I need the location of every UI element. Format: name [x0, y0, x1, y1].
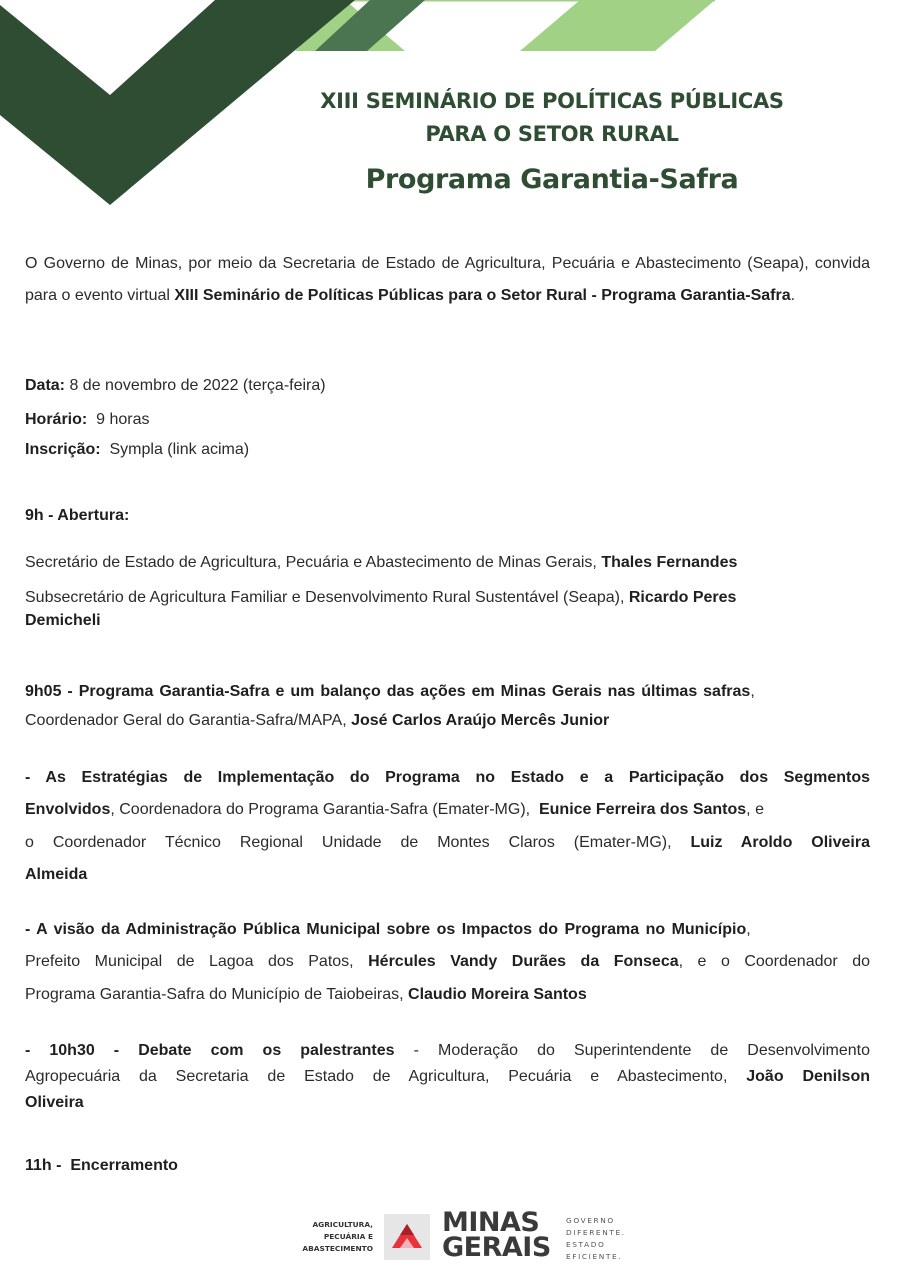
talk3-role-1: Prefeito Municipal de Lagoa dos Patos,	[25, 953, 369, 970]
department-name	[280, 1219, 373, 1255]
debate-moderator-name-cont: Oliveira	[25, 1094, 84, 1111]
debate-moderator-cont	[25, 1092, 870, 1114]
minas-gerais-emblem	[384, 1214, 430, 1260]
debate-heading	[25, 1040, 870, 1062]
talk2-name-1: Eunice Ferreira dos Santos	[538, 801, 747, 818]
intro-paragraph	[25, 248, 870, 312]
talk1-role: Coordenador Geral do Garantia-Safra/MAPA,	[25, 712, 352, 729]
opening-speaker-1	[25, 552, 870, 574]
slogan-line-2: DIFERENTE.	[566, 1228, 626, 1237]
debate-moderator-name: João Denilson	[746, 1068, 871, 1085]
intro-text: O Governo de Minas, por meio da Secretaria de Estado de Agricultura, Pecuária e Abastecimento (Seapa), convida para o evento virtual	[25, 255, 870, 304]
department-line-3: ABASTECIMENTO	[302, 1244, 373, 1253]
info-registration	[25, 439, 870, 461]
date-label: Data:	[25, 377, 66, 394]
registration-value: Sympla (link acima)	[100, 441, 250, 458]
talk1-comma: ,	[750, 683, 755, 700]
debate-moderation: - Moderação do Superintendente de Desenvolvimento	[394, 1042, 870, 1059]
speaker-2-name-cont: Demicheli	[25, 612, 101, 629]
debate-moderator-role: Agropecuária da Secretaria de Estado de Agricultura, Pecuária e Abastecimento,	[25, 1068, 747, 1085]
talk3-name-2: Claudio Moreira Santos	[408, 986, 587, 1003]
decor-light-parallelogram	[520, 0, 715, 51]
talk3-name-1: Hércules Vandy Durães da Fonseca	[368, 953, 679, 970]
event-subtitle: Programa Garantia-Safra	[365, 164, 739, 195]
registration-label: Inscrição:	[25, 441, 101, 458]
talk2-heading	[25, 767, 870, 789]
slogan-line-3: ESTADO	[566, 1240, 606, 1249]
intro-event-name: XIII Seminário de Políticas Públicas para o Setor Rural - Programa Garantia-Safra	[174, 287, 791, 304]
talk2-speaker-1	[25, 799, 870, 821]
opening-speaker-2	[25, 587, 870, 609]
department-line-1: AGRICULTURA,	[312, 1220, 373, 1229]
intro-end: .	[790, 287, 796, 304]
event-title-line1: XIII SEMINÁRIO DE POLÍTICAS PÚBLICAS	[320, 89, 784, 113]
talk2-name-2-cont: Almeida	[25, 866, 88, 883]
minas-gerais-wordmark	[442, 1207, 551, 1263]
talk2-title-cont: Envolvidos	[25, 801, 111, 818]
opening-heading	[25, 505, 870, 527]
talk1-heading	[25, 681, 870, 703]
talk3-title: - A visão da Administração Pública Municipal sobre os Impactos do Programa no Município	[25, 921, 747, 938]
opening-heading-text: 9h - Abertura:	[25, 507, 130, 524]
talk3-role-2-cont: Programa Garantia-Safra do Município de Taiobeiras,	[25, 986, 409, 1003]
talk3-speaker-1	[25, 951, 870, 973]
closing-heading	[25, 1155, 870, 1177]
closing-title: 11h - Encerramento	[25, 1157, 178, 1174]
speaker-2-name: Ricardo Peres	[628, 589, 737, 606]
talk2-speaker-2	[25, 832, 870, 854]
talk2-role-1: , Coordenadora do Programa Garantia-Safra (Emater-MG),	[110, 801, 539, 818]
talk3-role-2: , e o Coordenador do	[678, 953, 871, 970]
time-value: 9 horas	[87, 411, 150, 428]
talk2-sep: , e	[746, 801, 764, 818]
department-line-2: PECUÁRIA E	[323, 1232, 373, 1241]
speaker-2-role: Subsecretário de Agricultura Familiar e Desenvolvimento Rural Sustentável (Seapa),	[25, 589, 629, 606]
speaker-1-name: Thales Fernandes	[601, 554, 738, 571]
talk3-comma: ,	[746, 921, 751, 938]
speaker-1-role: Secretário de Estado de Agricultura, Pecuária e Abastecimento de Minas Gerais,	[25, 554, 602, 571]
event-title-line2: PARA O SETOR RURAL	[425, 122, 679, 146]
talk2-title: - As Estratégias de Implementação do Programa no Estado e a Participação dos Segmentos	[25, 769, 870, 786]
slogan-line-1: GOVERNO	[566, 1216, 615, 1225]
brand-line-2: GERAIS	[442, 1232, 551, 1263]
slogan-line-4: EFICIENTE.	[566, 1252, 623, 1261]
footer-logo	[280, 1205, 660, 1270]
info-date	[25, 375, 870, 397]
opening-speaker-2-cont	[25, 610, 870, 632]
talk2-role-2: o Coordenador Técnico Regional Unidade de Montes Claros (Emater-MG),	[25, 834, 691, 851]
talk1-title: 9h05 - Programa Garantia-Safra e um balanço das ações em Minas Gerais nas últimas safras	[25, 683, 751, 700]
brand-line-1: MINAS	[442, 1207, 540, 1238]
mountain-icon	[384, 1214, 430, 1260]
info-time	[25, 409, 870, 431]
talk1-name: José Carlos Araújo Mercês Junior	[351, 712, 610, 729]
talk3-speaker-2	[25, 984, 870, 1006]
time-label: Horário:	[25, 411, 88, 428]
date-value: 8 de novembro de 2022 (terça-feira)	[65, 377, 326, 394]
talk1-speaker	[25, 710, 870, 732]
debate-moderator	[25, 1066, 870, 1088]
talk2-name-2: Luiz Aroldo Oliveira	[690, 834, 870, 851]
talk2-speaker-2-cont	[25, 864, 870, 886]
talk3-heading	[25, 919, 870, 941]
government-slogan	[566, 1215, 626, 1263]
debate-title: - 10h30 - Debate com os palestrantes	[25, 1042, 395, 1059]
